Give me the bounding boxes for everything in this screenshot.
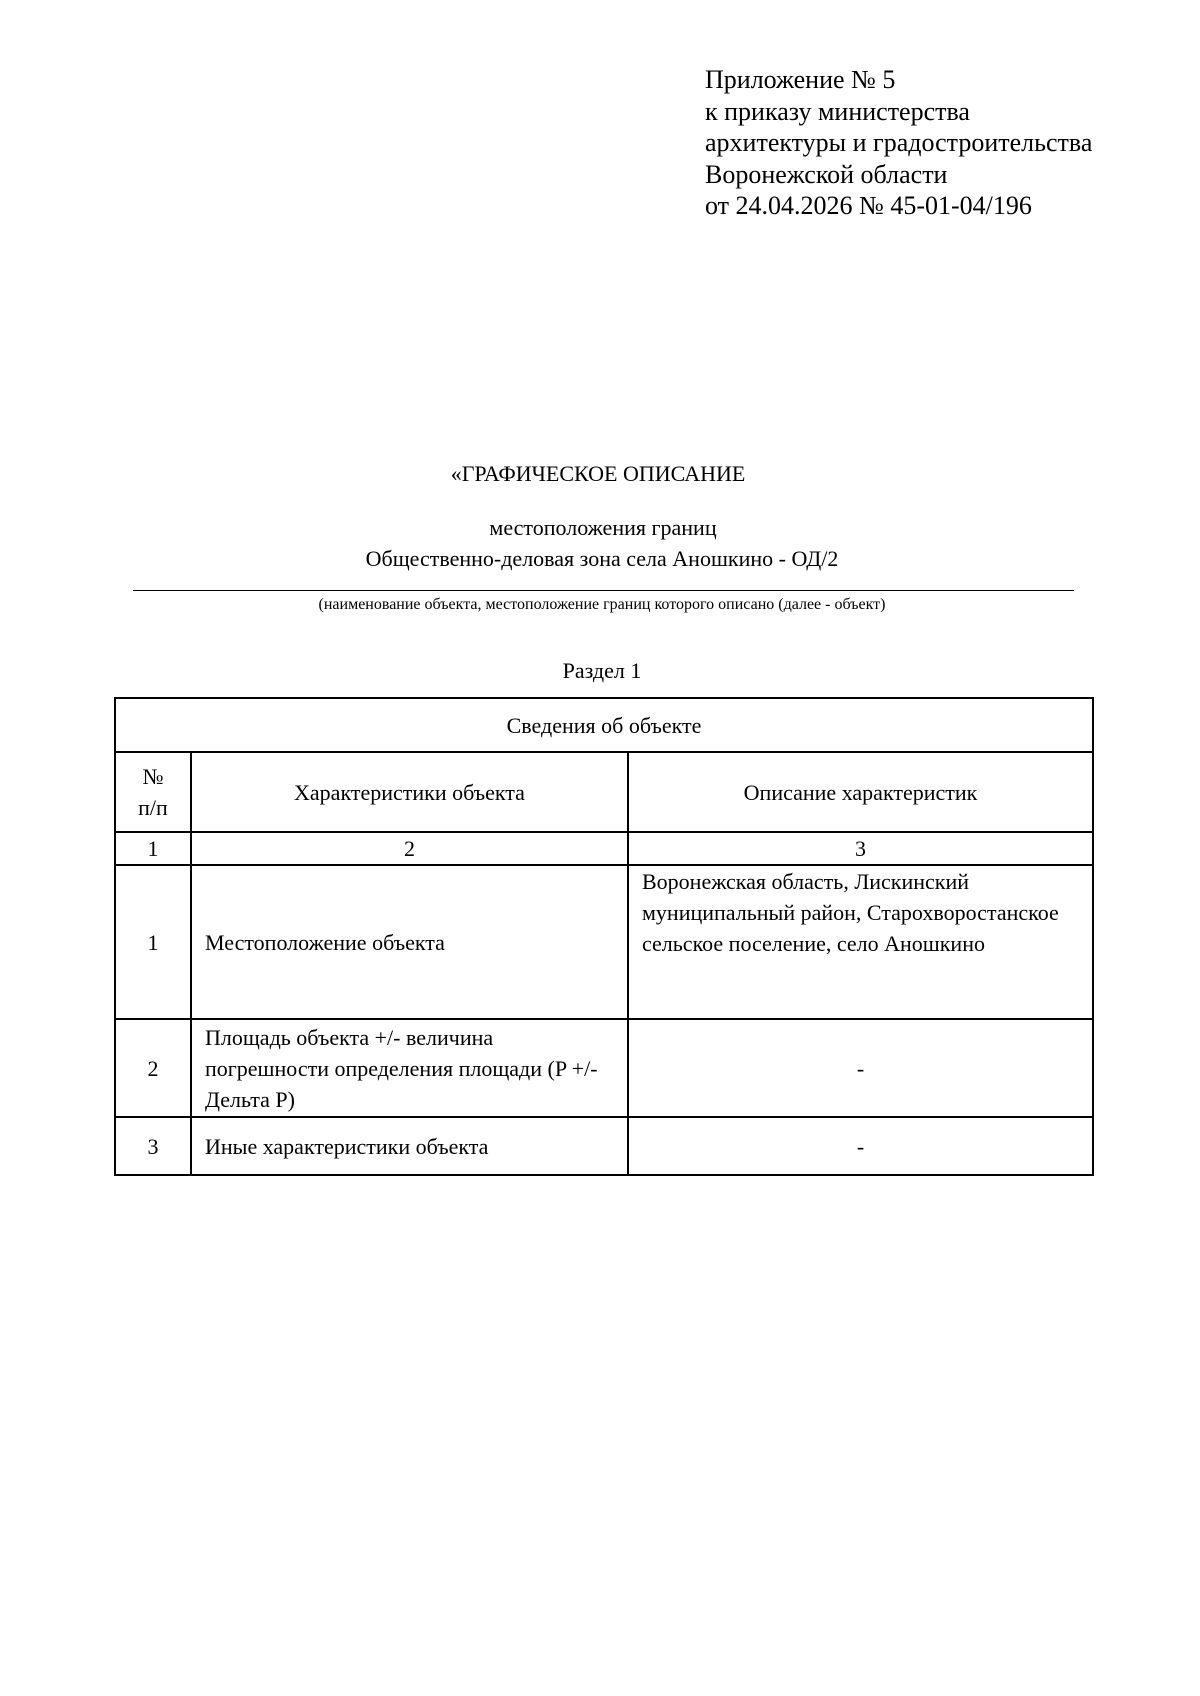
- row-description: Воронежская область, Лискинский муниципальный район, Старохворостанское сельское поселение, село Аношкино: [628, 865, 1093, 1019]
- appendix-line: архитектуры и градостроительства: [705, 128, 1093, 157]
- row-number: 1: [115, 865, 191, 1019]
- section-label: Раздел 1: [562, 658, 642, 683]
- column-header-number-line1: №: [142, 764, 164, 789]
- document-title: «ГРАФИЧЕСКОЕ ОПИСАНИЕ: [450, 461, 746, 486]
- table-row: [115, 1019, 1093, 1117]
- appendix-line: Приложение № 5: [705, 65, 896, 94]
- appendix-line: Воронежской области: [705, 159, 948, 189]
- table-row: [115, 865, 1093, 1019]
- column-header-description: Описание характеристик: [628, 752, 1093, 832]
- row-characteristic: Местоположение объекта: [191, 865, 628, 1019]
- column-header-characteristic: Характеристики объекта: [191, 752, 628, 832]
- column-number: 2: [191, 832, 628, 865]
- table-header-row: [115, 698, 1093, 752]
- row-number: 3: [115, 1117, 191, 1175]
- object-name-caption: (наименование объекта, местоположение границ которого описано (далее - объект): [318, 596, 886, 613]
- appendix-line: от 24.04.2026 № 45-01-04/196: [705, 191, 1032, 220]
- column-number: 1: [115, 832, 191, 865]
- row-number: 2: [115, 1019, 191, 1117]
- column-number: 3: [628, 832, 1093, 865]
- document-subtitle: местоположения границ: [489, 515, 717, 540]
- table-row: [115, 1117, 1093, 1175]
- table-column-numbers-row: [115, 832, 1093, 865]
- object-name: Общественно-деловая зона села Аношкино - ОД/2: [365, 546, 839, 571]
- appendix-block: [705, 64, 1092, 222]
- row-characteristic: Площадь объекта +/- величина погрешности определения площади (P +/- Дельта P): [191, 1019, 628, 1117]
- column-header-number: [115, 752, 191, 832]
- appendix-line: к приказу министерства: [705, 96, 970, 126]
- row-description: -: [628, 1019, 1093, 1117]
- object-info-table: [114, 697, 1094, 1176]
- row-description: -: [628, 1117, 1093, 1175]
- table-header: Сведения об объекте: [115, 698, 1093, 752]
- column-header-number-line2: п/п: [138, 795, 168, 820]
- row-characteristic: Иные характеристики объекта: [191, 1117, 628, 1175]
- underline-rule: [133, 590, 1074, 591]
- table-columns-row: [115, 752, 1093, 832]
